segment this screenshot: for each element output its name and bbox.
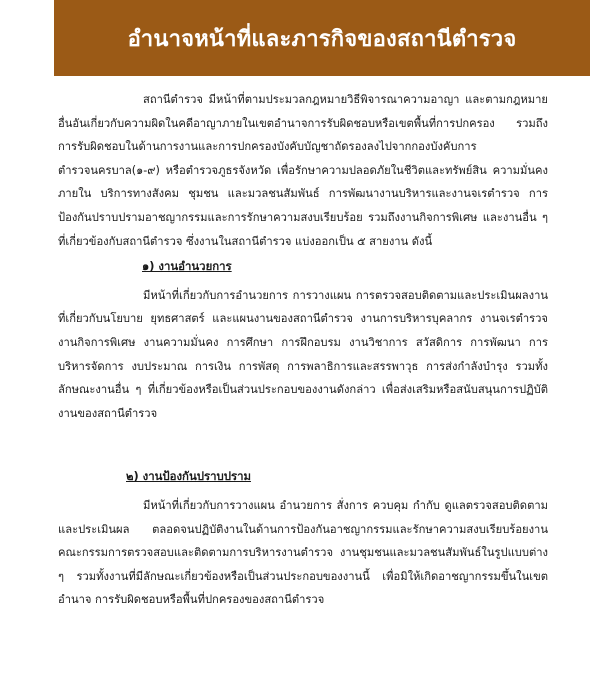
title-banner xyxy=(54,0,590,76)
page-title: อำนาจหน้าที่และภารกิจของสถานีตำรวจ xyxy=(127,26,517,52)
section-title-administration: ๑) งานอำนวยการ xyxy=(142,259,232,274)
section-body-crime-prevention: มีหน้าที่เกี่ยวกับการวางแผน อำนวยการ สั่งการ ควบคุม กำกับ ดูแลตรวจสอบติดตามและประเมินผล ตลอดจนปฏิบัติงานในด้านการป้องกันอาชญากรรมและรักษาความสงบเรียบร้อยงานคณะกรรมการตรวจสอบและติดตามการบริหารงานตำรวจ งานชุมชนและมวลชนสัมพันธ์ในรูปแบบต่าง ๆ รวมทั้งงานที่มีลักษณะเกี่ยวข้องหรือเป็นส่วนประกอบของงานนี้ เพื่อมิให้เกิดอาชญากรรมขึ้นในเขตอำนาจ การรับผิดชอบหรือพื้นที่ปกครองของสถานีตำรวจ xyxy=(58,498,548,607)
document-body xyxy=(58,88,548,612)
section-body-administration: มีหน้าที่เกี่ยวกับการอำนวยการ การวางแผน การตรวจสอบติดตามและประเมินผลงานที่เกี่ยวกับนโยบาย ยุทธศาสตร์ และแผนงานของสถานีตำรวจ งานการบริหารบุคลากร งานจเรตำรวจงานกิจการพิเศษ งานความมั่นคง การศึกษา การฝึกอบรม งานวิชาการ สวัสดิการ การพัฒนา การบริหารจัดการ งบประมาณ การเงิน การพัสดุ การพลาธิการและสรรพาวุธ การส่งกำลังบำรุง รวมทั้งลักษณะงานอื่น ๆ ที่เกี่ยวข้องหรือเป็นส่วนประกอบของงานดังกล่าว เพื่อส่งเสริมหรือสนับสนุนการปฏิบัติงานของสถานีตำรวจ xyxy=(58,288,548,420)
section-title-crime-prevention: ๒) งานป้องกันปราบปราม xyxy=(126,469,251,484)
intro-paragraph: สถานีตำรวจ มีหน้าที่ตามประมวลกฎหมายวิธีพิจารณาความอาญา และตามกฎหมายอื่นอันเกี่ยวกับความผิดในคดีอาญาภายในเขตอำนาจการรับผิดชอบหรือเขตพื้นที่การปกครอง รวมถึงการรับผิดชอบในด้านการงานและการปกครองบังคับบัญชาถัดรองลงไปจากกองบังคับการตำรวจนครบาล(๑-๙) หรือตำรวจภูธรจังหวัด เพื่อรักษาความปลอดภัยในชีวิตและทรัพย์สิน ความมั่นคงภายใน บริการทางสังคม ชุมชน และมวลชนสัมพันธ์ การพัฒนางานบริหารและงานจเรตำรวจ การป้องกันปราบปรามอาชญากรรมและการรักษาความสงบเรียบร้อย รวมถึงงานกิจการพิเศษ และงานอื่น ๆ ที่เกี่ยวข้องกับสถานีตำรวจ ซึ่งงานในสถานีตำรวจ แบ่งออกเป็น ๕ สายงาน ดังนี้ xyxy=(58,93,548,248)
